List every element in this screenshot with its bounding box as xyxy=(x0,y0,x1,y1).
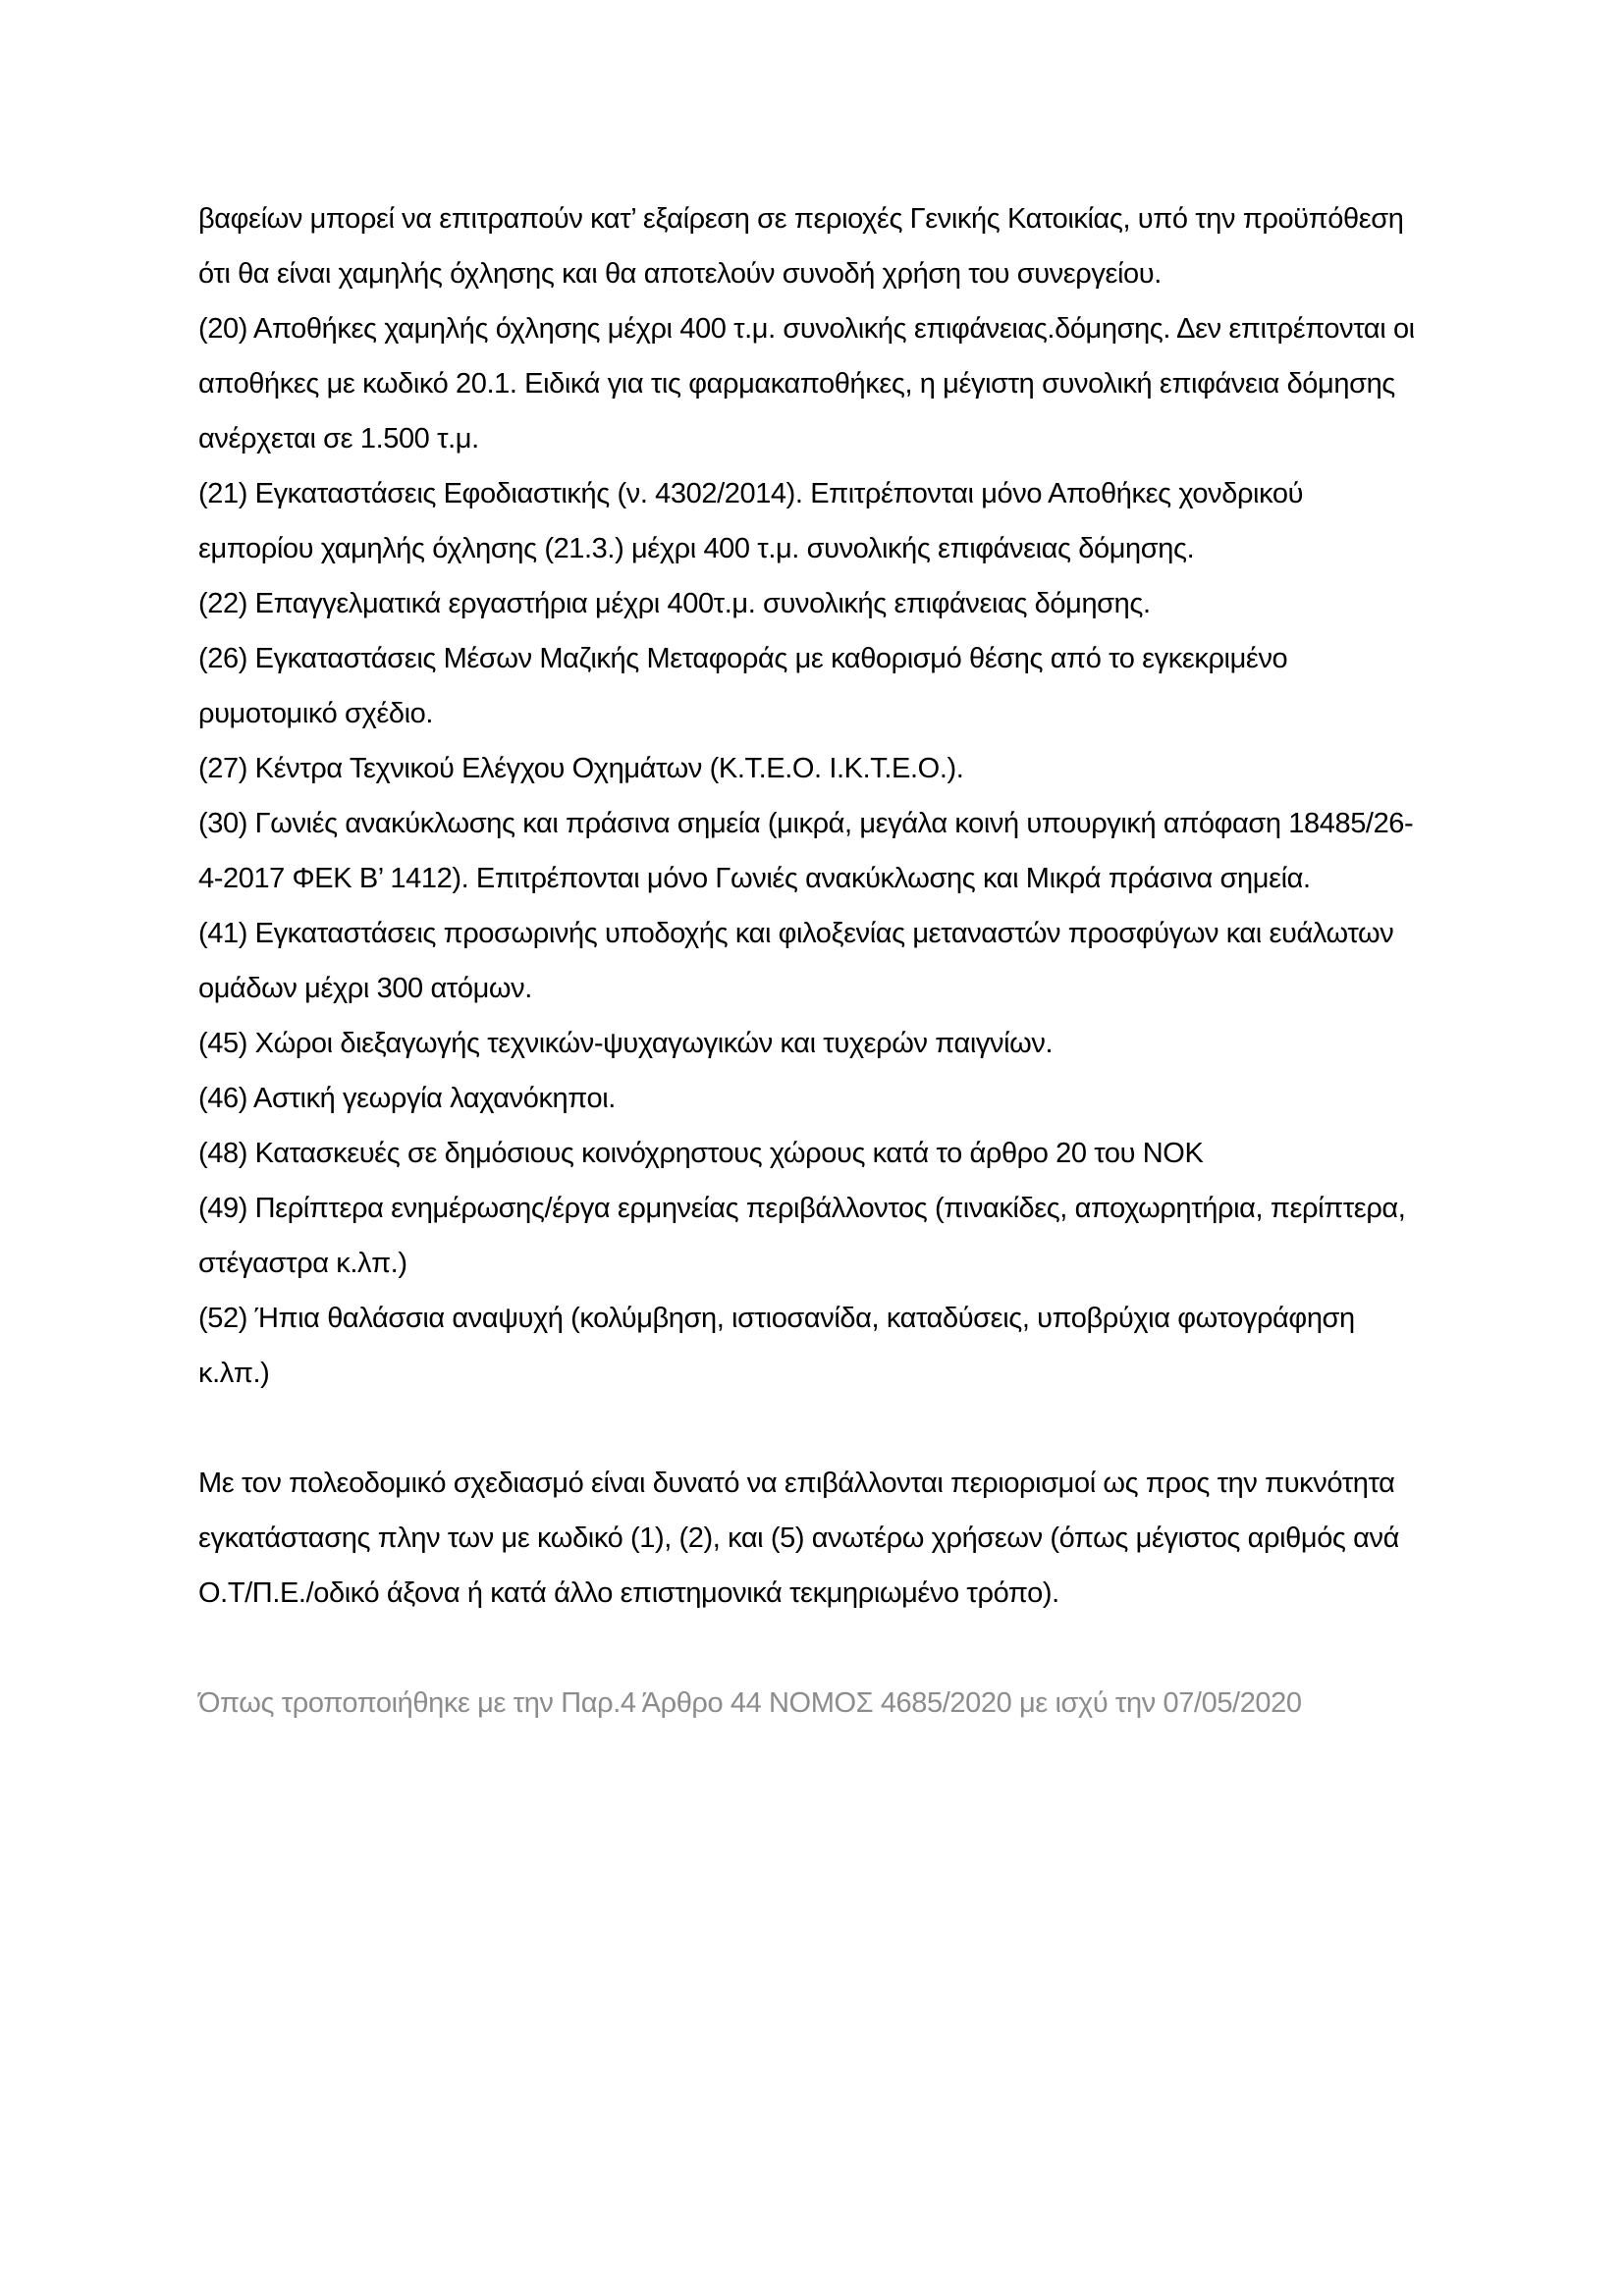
text-line: (46) Αστική γεωργία λαχανόκηποι. xyxy=(198,1083,616,1114)
planning-restrictions-paragraph xyxy=(198,1456,1504,1621)
text-line: (27) Κέντρα Τεχνικού Ελέγχου Οχημάτων (Κ.Τ.Ε.Ο. Ι.Κ.Τ.Ε.Ο.). xyxy=(198,753,964,784)
text-line: ανέρχεται σε 1.500 τ.μ. xyxy=(198,423,479,454)
text-line: (41) Εγκαταστάσεις προσωρινής υποδοχής και φιλοξενίας μεταναστών προσφύγων και ευάλωτων xyxy=(198,918,1394,949)
text-line: ρυμοτομικό σχέδιο. xyxy=(198,698,434,729)
text-line: (49) Περίπτερα ενημέρωσης/έργα ερμηνείας περιβάλλοντος (πινακίδες, αποχωρητήρια, περίπτερα, xyxy=(198,1193,1406,1224)
text-line: αποθήκες με κωδικό 20.1. Ειδικά για τις φαρμακαποθήκες, η μέγιστη συνολική επιφάνεια δόμησης xyxy=(198,368,1395,400)
text-line: εμπορίου χαμηλής όχλησης (21.3.) μέχρι 400 τ.μ. συνολικής επιφάνειας δόμησης. xyxy=(198,533,1195,564)
text-column xyxy=(198,191,1504,1731)
text-line: (20) Αποθήκες χαμηλής όχλησης μέχρι 400 τ.μ. συνολικής επιφάνειας.δόμησης. Δεν επιτρέπονται οι xyxy=(198,313,1415,345)
text-line: (48) Κατασκευές σε δημόσιους κοινόχρηστους χώρους κατά το άρθρο 20 του ΝΟΚ xyxy=(198,1138,1204,1169)
text-line: εγκατάστασης πλην των με κωδικό (1), (2), και (5) ανωτέρω χρήσεων (όπως μέγιστος αριθμός ανά xyxy=(198,1522,1400,1554)
text-line: (21) Εγκαταστάσεις Εφοδιαστικής (ν. 4302/2014). Επιτρέπονται μόνο Αποθήκες χονδρικού xyxy=(198,478,1304,509)
text-line: κ.λπ.) xyxy=(198,1358,270,1389)
text-line: (30) Γωνιές ανακύκλωσης και πράσινα σημεία (μικρά, μεγάλα κοινή υπουργική απόφαση 18485/26- xyxy=(198,808,1414,839)
text-line: 4-2017 ΦΕΚ Β’ 1412). Επιτρέπονται μόνο Γωνιές ανακύκλωσης και Μικρά πράσινα σημεία. xyxy=(198,863,1311,894)
text-line: (26) Εγκαταστάσεις Μέσων Μαζικής Μεταφοράς με καθορισμό θέσης από το εγκεκριμένο xyxy=(198,643,1288,674)
text-line: (22) Επαγγελματικά εργαστήρια μέχρι 400τ.μ. συνολικής επιφάνειας δόμησης. xyxy=(198,588,1151,619)
text-line: στέγαστρα κ.λπ.) xyxy=(198,1248,407,1279)
text-line: ομάδων μέχρι 300 ατόμων. xyxy=(198,973,532,1004)
amendment-footnote: Όπως τροποποιήθηκε με την Παρ.4 Άρθρο 44 ΝΟΜΟΣ 4685/2020 με ισχύ την 07/05/2020 xyxy=(198,1687,1302,1719)
land-use-list-paragraphs xyxy=(198,191,1504,1401)
text-line: (45) Χώροι διεξαγωγής τεχνικών-ψυχαγωγικών και τυχερών παιγνίων. xyxy=(198,1028,1054,1059)
text-line: βαφείων μπορεί να επιτραπούν κατ’ εξαίρεση σε περιοχές Γενικής Κατοικίας, υπό την προϋπόθεση xyxy=(198,203,1404,235)
text-line: Με τον πολεοδομικό σχεδιασμό είναι δυνατό να επιβάλλονται περιορισμοί ως προς την πυκνότητα xyxy=(198,1468,1395,1499)
text-line: ότι θα είναι χαμηλής όχλησης και θα αποτελούν συνοδή χρήση του συνεργείου. xyxy=(198,258,1162,290)
text-line: (52) Ήπια θαλάσσια αναψυχή (κολύμβηση, ιστιοσανίδα, καταδύσεις, υποβρύχια φωτογράφηση xyxy=(198,1303,1355,1334)
text-line: Ο.Τ/Π.Ε./οδικό άξονα ή κατά άλλο επιστημονικά τεκμηριωμένο τρόπο). xyxy=(198,1577,1059,1609)
